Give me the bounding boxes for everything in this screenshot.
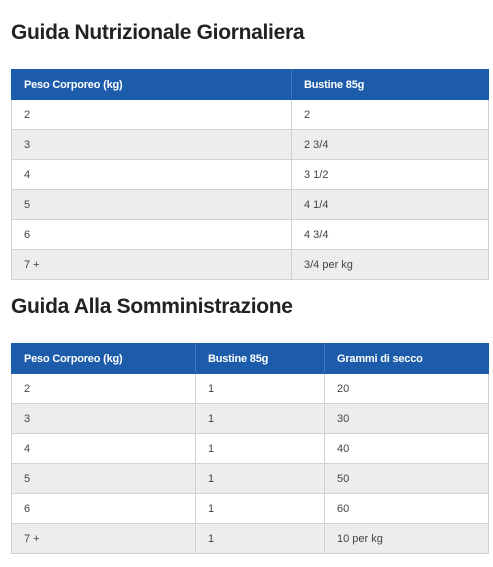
table-cell: 4 xyxy=(12,160,292,190)
table-row xyxy=(12,524,489,554)
table-cell: 3/4 per kg xyxy=(292,250,489,280)
table-row xyxy=(12,130,489,160)
table-row xyxy=(12,250,489,280)
table-cell: 50 xyxy=(325,464,489,494)
table-row xyxy=(12,464,489,494)
table-cell: 20 xyxy=(325,374,489,404)
feeding-guide-title: Guida Alla Somministrazione xyxy=(11,295,293,318)
table-cell: 7 + xyxy=(12,524,196,554)
table-cell: 60 xyxy=(325,494,489,524)
table-cell: 7 + xyxy=(12,250,292,280)
table-cell: 3 xyxy=(12,404,196,434)
table-cell: 10 per kg xyxy=(325,524,489,554)
table-cell: 1 xyxy=(196,524,325,554)
table-cell: 4 3/4 xyxy=(292,220,489,250)
feeding-guide-table xyxy=(11,343,489,554)
table-cell: 1 xyxy=(196,404,325,434)
daily-nutrition-guide-title: Guida Nutrizionale Giornaliera xyxy=(11,21,305,44)
table-cell: 2 xyxy=(12,100,292,130)
table-header-row xyxy=(12,344,489,374)
table-cell: 3 1/2 xyxy=(292,160,489,190)
table-cell: 6 xyxy=(12,494,196,524)
table-cell: 2 3/4 xyxy=(292,130,489,160)
table-cell: 2 xyxy=(292,100,489,130)
table-row xyxy=(12,160,489,190)
table-cell: 1 xyxy=(196,464,325,494)
table-row xyxy=(12,190,489,220)
table-cell: 3 xyxy=(12,130,292,160)
table-cell: 5 xyxy=(12,464,196,494)
table-cell: 40 xyxy=(325,434,489,464)
table-row xyxy=(12,494,489,524)
column-header-pouches: Bustine 85g xyxy=(196,344,325,374)
table-row xyxy=(12,404,489,434)
table-cell: 2 xyxy=(12,374,196,404)
table-cell: 1 xyxy=(196,434,325,464)
table-cell: 1 xyxy=(196,374,325,404)
daily-nutrition-table xyxy=(11,69,489,280)
table-cell: 4 xyxy=(12,434,196,464)
column-header-body-weight: Peso Corporeo (kg) xyxy=(12,70,292,100)
table-cell: 6 xyxy=(12,220,292,250)
table-cell: 30 xyxy=(325,404,489,434)
table-row xyxy=(12,100,489,130)
column-header-body-weight: Peso Corporeo (kg) xyxy=(12,344,196,374)
column-header-dry-grams: Grammi di secco xyxy=(325,344,489,374)
table-row xyxy=(12,220,489,250)
table-cell: 4 1/4 xyxy=(292,190,489,220)
table-header-row xyxy=(12,70,489,100)
table-cell: 5 xyxy=(12,190,292,220)
table-cell: 1 xyxy=(196,494,325,524)
table-row xyxy=(12,434,489,464)
table-row xyxy=(12,374,489,404)
column-header-pouches: Bustine 85g xyxy=(292,70,489,100)
